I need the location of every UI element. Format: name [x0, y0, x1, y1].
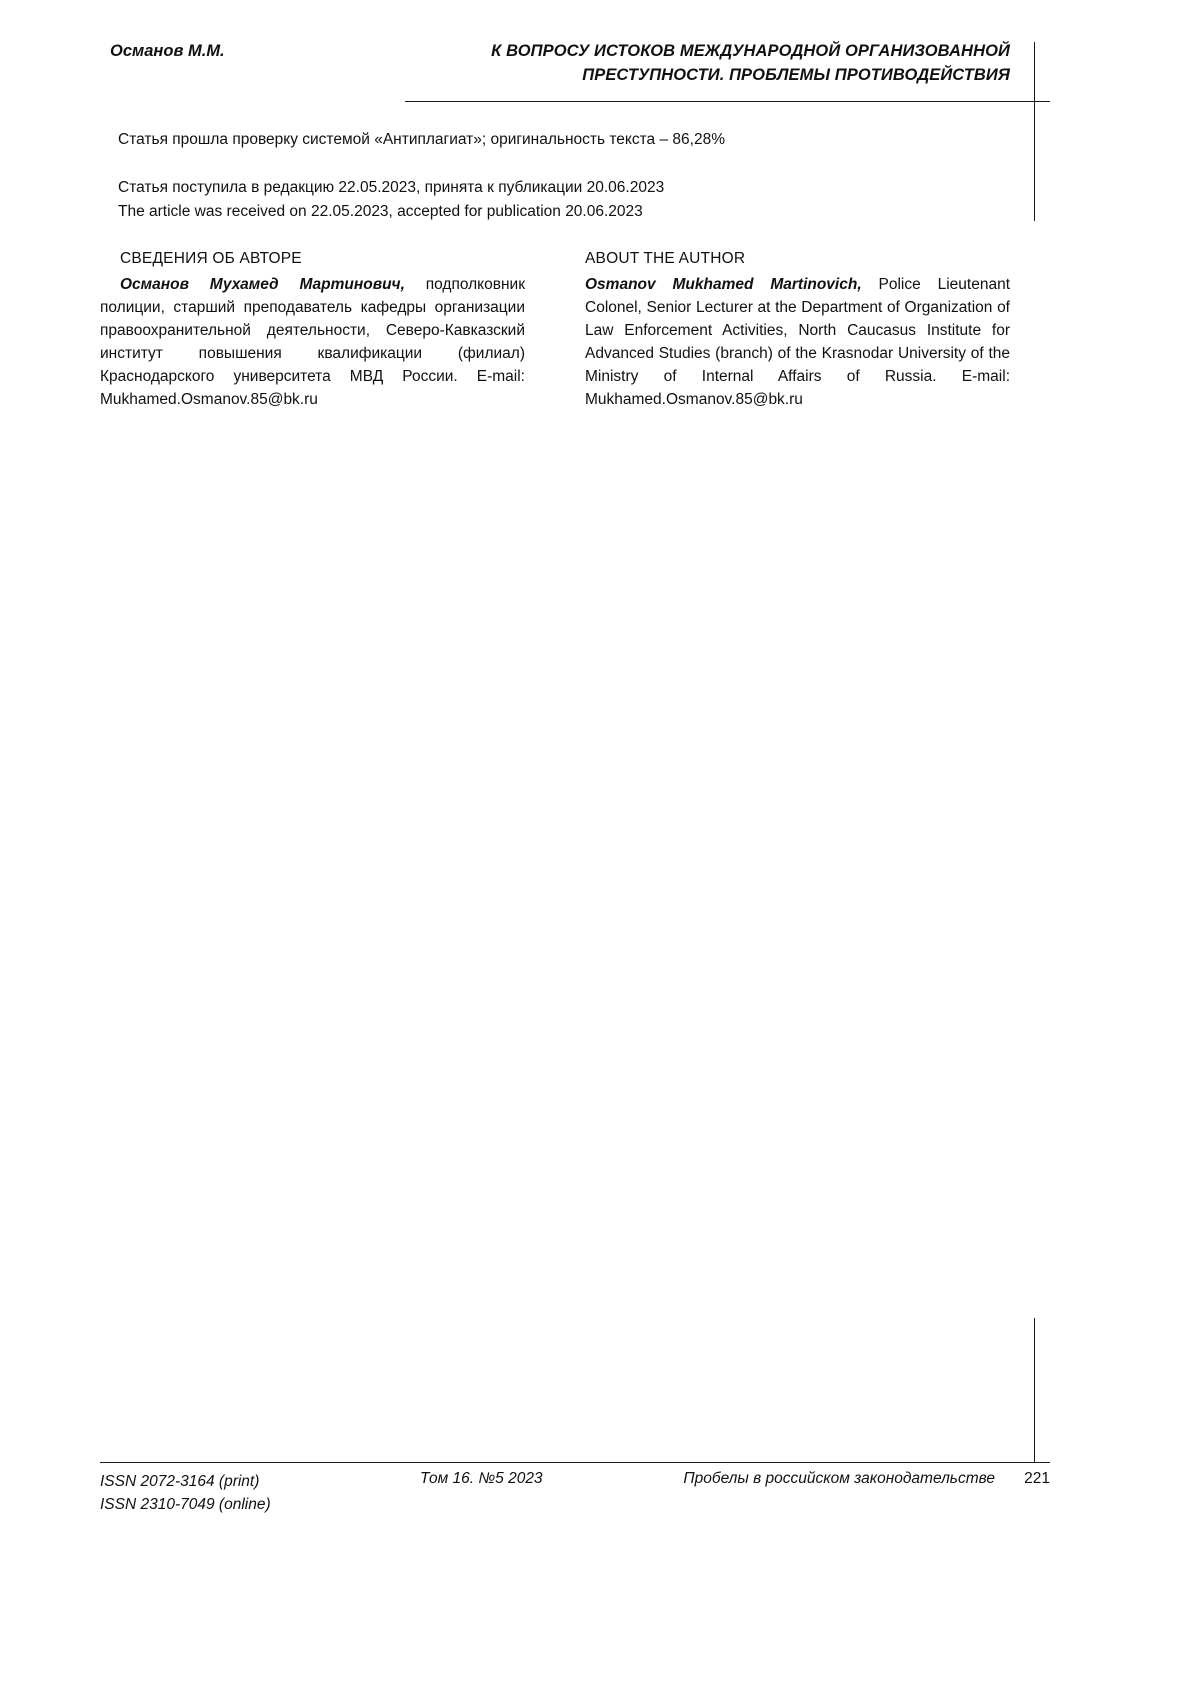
- running-footer: [100, 1470, 1050, 1517]
- right-margin-rule-top: [1034, 42, 1035, 102]
- author-details-ru: [100, 274, 525, 412]
- header-article-title: [390, 40, 1010, 88]
- author-name-en: Osmanov Mukhamed Martinovich,: [585, 276, 862, 293]
- header-title-line-2: ПРЕСТУПНОСТИ. ПРОБЛЕМЫ ПРОТИВОДЕЙСТВИЯ: [582, 65, 1010, 84]
- author-column-ru: [100, 250, 525, 412]
- footer-volume: Том 16. №5 2023: [420, 1470, 543, 1487]
- received-note-ru: Статья поступила в редакцию 22.05.2023, принята к публикации 20.06.2023: [118, 179, 665, 197]
- footer-divider: [100, 1462, 1050, 1463]
- notes-spacer: [118, 152, 998, 176]
- footer-issn: [100, 1470, 400, 1517]
- author-heading-ru: СВЕДЕНИЯ ОБ АВТОРЕ: [120, 250, 302, 267]
- author-heading-en: ABOUT THE AUTHOR: [585, 250, 746, 267]
- publication-notes: [118, 128, 998, 224]
- right-margin-rule-upper: [1034, 101, 1035, 221]
- author-column-en: [585, 250, 1010, 412]
- header-title-line-1: К ВОПРОСУ ИСТОКОВ МЕЖДУНАРОДНОЙ ОРГАНИЗОВАННОЙ: [491, 42, 1010, 60]
- author-affiliation-en: Police Lieutenant Colonel, Senior Lecturer at the Department of Organization of Law Enforcement Activities, North Caucasus Institute for Advanced Studies (branch) of the Krasnodar University of the Ministry of Internal Affairs of Russia. E-mail: Mukhamed.Osmanov.85@bk.ru: [585, 276, 1011, 408]
- author-affiliation-ru: подполковник полиции, старший преподаватель кафедры организации правоохранительной деятельности, Северо-Кавказский институт повышения квалификации (филиал) Краснодарского университета МВД России. E-mail: Mukhamed.Osmanov.85@bk.ru: [100, 276, 525, 408]
- header-divider: [405, 101, 1050, 102]
- received-note-en: The article was received on 22.05.2023, accepted for publication 20.06.2023: [118, 203, 643, 221]
- running-header: [110, 40, 1010, 88]
- antiplagiat-note: Статья прошла проверку системой «Антиплагиат»; оригинальность текста – 86,28%: [118, 131, 725, 148]
- right-margin-rule-lower: [1034, 1318, 1035, 1463]
- author-name-ru: Османов Мухамед Мартинович,: [120, 276, 405, 293]
- footer-page-number: 221: [1024, 1470, 1050, 1487]
- issn-online: ISSN 2310-7049 (online): [100, 1496, 271, 1514]
- author-details-en: [585, 274, 1010, 412]
- author-information: [100, 250, 1010, 412]
- header-author: Османов М.М.: [110, 42, 225, 60]
- footer-journal-title: Пробелы в российском законодательстве: [683, 1470, 995, 1487]
- issn-print: ISSN 2072-3164 (print): [100, 1473, 260, 1490]
